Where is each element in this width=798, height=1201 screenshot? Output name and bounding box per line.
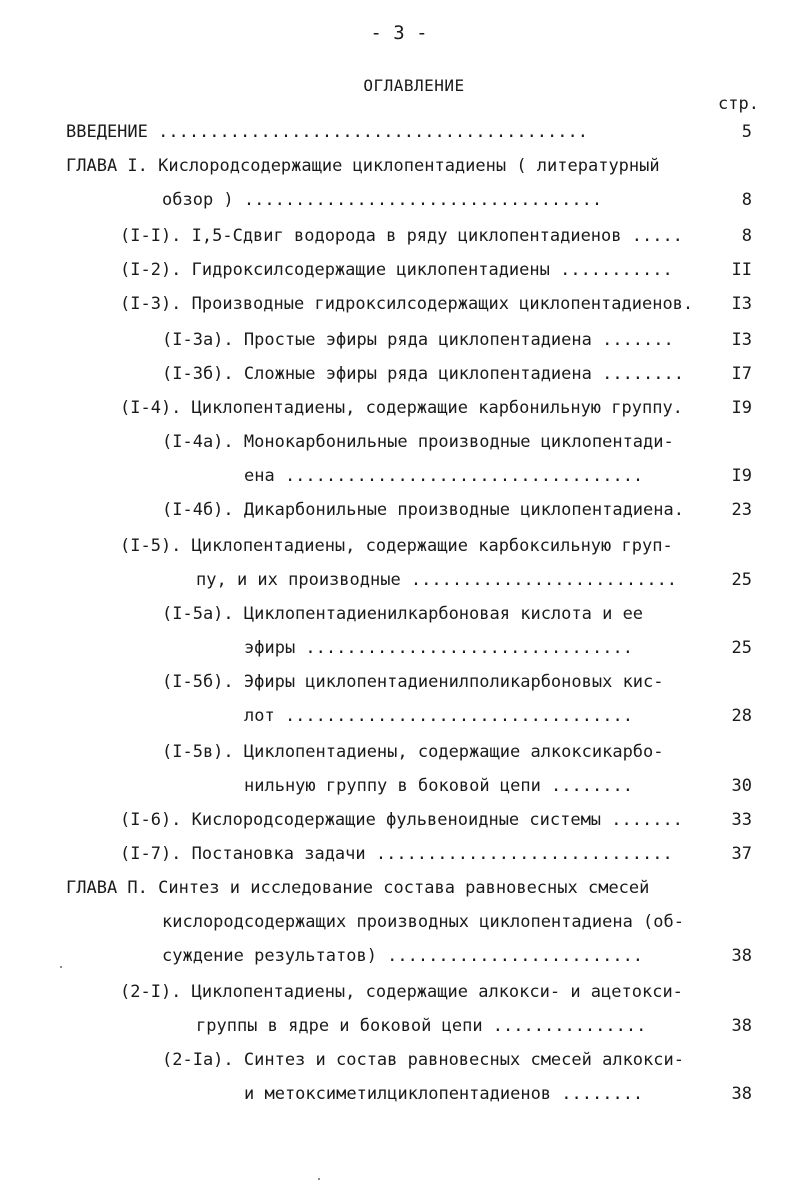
toc-entry	[162, 908, 700, 936]
toc-entry-text: и метоксиметилциклопентадиенов ........	[244, 1084, 644, 1104]
toc-entry-text: пу, и их производные ..........................	[196, 570, 678, 590]
toc-entry-page: 8	[741, 190, 752, 210]
toc-entry-page: 30	[731, 776, 752, 796]
page-number: - 3 -	[370, 22, 428, 44]
toc-entry-page	[702, 978, 752, 1006]
toc-entry	[120, 290, 700, 318]
toc-entry-page	[702, 600, 752, 628]
toc-entry	[244, 772, 700, 800]
toc-entry	[162, 1046, 700, 1074]
toc-entry-text: ГЛАВА П. Синтез и исследование состава равновесных смесей	[66, 878, 650, 898]
toc-entry-page: 33	[731, 810, 752, 830]
toc-entry	[196, 566, 700, 594]
toc-entry-text: (I-4а). Монокарбонильные производные циклопентади-	[162, 432, 674, 452]
toc-entry-text: (I-6). Кислородсодержащие фульвеноидные системы .......	[120, 810, 683, 830]
toc-entry	[66, 118, 700, 146]
toc-entry-text: (2-I). Циклопентадиены, содержащие алкокси- и ацетокси-	[120, 982, 683, 1002]
scan-speck	[318, 1178, 320, 1180]
toc-entry	[244, 634, 700, 662]
toc-entry	[120, 256, 700, 284]
toc-entry-text: обзор ) ...................................	[162, 190, 603, 210]
toc-entry-page: 5	[741, 122, 752, 142]
toc-entry-text: (I-3б). Сложные эфиры ряда циклопентадиена ........	[162, 364, 684, 384]
toc-entry	[162, 600, 700, 628]
toc-entry	[120, 806, 700, 834]
toc-entry-page: 23	[731, 500, 752, 520]
toc-entry-page: I7	[731, 364, 752, 384]
toc-entry-page: I3	[731, 294, 752, 314]
toc-entry-text: суждение результатов) .........................	[162, 946, 644, 966]
toc-entry	[66, 152, 700, 180]
toc-entry	[162, 738, 700, 766]
page-column-label: стр.	[718, 94, 759, 114]
toc-entry-text: ВВЕДЕНИЕ ..........................................	[66, 122, 588, 142]
toc-entry	[162, 326, 700, 354]
toc-entry-page: 25	[731, 570, 752, 590]
toc-entry-text: ена ...................................	[244, 466, 644, 486]
toc-entry-text: эфиры ................................	[244, 638, 633, 658]
toc-entry-text: (I-5а). Циклопентадиенилкарбоновая кислота и ее	[162, 604, 644, 624]
toc-entry	[162, 360, 700, 388]
toc-entry-text: (I-4). Циклопентадиены, содержащие карбонильную группу.	[120, 398, 683, 418]
toc-entry-text: кислородсодержащих производных циклопентадиена (об-	[162, 912, 684, 932]
toc-entry	[120, 532, 700, 560]
toc-entry	[162, 496, 700, 524]
toc-entry-page: 37	[731, 844, 752, 864]
toc-entry-page	[702, 874, 752, 902]
toc-entry-text: (I-5б). Эфиры циклопентадиенилполикарбоновых кис-	[162, 672, 664, 692]
toc-entry-page: 38	[731, 946, 752, 966]
toc-entry-page	[702, 152, 752, 180]
toc-entry-text: (I-5). Циклопентадиены, содержащие карбоксильную груп-	[120, 536, 673, 556]
toc-entry	[120, 222, 700, 250]
toc-entry-text: (2-Iа). Синтез и состав равновесных смесей алкокси-	[162, 1050, 684, 1070]
toc-entry	[120, 840, 700, 868]
toc-entry-text: (I-I). I,5-Сдвиг водорода в ряду циклопентадиенов .....	[120, 226, 683, 246]
toc-entry	[244, 702, 700, 730]
toc-entry-page: 8	[741, 226, 752, 246]
toc-entry-page: II	[731, 260, 752, 280]
toc-entry-page	[702, 668, 752, 696]
toc-entry-page	[702, 1046, 752, 1074]
toc-entry-page: I9	[731, 398, 752, 418]
toc-entry-text: (I-4б). Дикарбонильные производные циклопентадиена.	[162, 500, 684, 520]
toc-entry-text: (I-5в). Циклопентадиены, содержащие алкоксикарбо-	[162, 742, 664, 762]
toc-entry	[162, 428, 700, 456]
toc-entry-page	[702, 532, 752, 560]
toc-entry	[120, 394, 700, 422]
toc-entry-text: (I-3). Производные гидроксилсодержащих циклопентадиенов.	[120, 294, 694, 314]
toc-entry-text: лот ..................................	[244, 706, 633, 726]
toc-entry-text: (I-3а). Простые эфиры ряда циклопентадиена .......	[162, 330, 674, 350]
toc-entry-text: нильную группу в боковой цепи ........	[244, 776, 633, 796]
toc-entry-page: 25	[731, 638, 752, 658]
toc-entry-page	[702, 428, 752, 456]
toc-entry	[196, 1012, 700, 1040]
toc-entry-text: (I-2). Гидроксилсодержащие циклопентадиены ...........	[120, 260, 673, 280]
toc-entry	[244, 1080, 700, 1108]
toc-entry	[244, 462, 700, 490]
toc-entry	[162, 668, 700, 696]
toc-entry-page: 28	[731, 706, 752, 726]
toc-entry-page	[702, 738, 752, 766]
scan-speck	[60, 966, 62, 968]
toc-entry	[120, 978, 700, 1006]
toc-title: ОГЛАВЛЕНИЕ	[363, 76, 465, 95]
toc-entry-page	[702, 908, 752, 936]
toc-entry-page: I9	[731, 466, 752, 486]
toc-entry	[162, 942, 700, 970]
toc-entry-text: ГЛАВА I. Кислородсодержащие циклопентадиены ( литературный	[66, 156, 660, 176]
toc-entry-page: 38	[731, 1084, 752, 1104]
toc-entry	[66, 874, 700, 902]
toc-entry	[162, 186, 700, 214]
toc-entry-page: 38	[731, 1016, 752, 1036]
toc-entry-text: группы в ядре и боковой цепи ...............	[196, 1016, 647, 1036]
toc-entry-page: I3	[731, 330, 752, 350]
toc-entry-text: (I-7). Постановка задачи .............................	[120, 844, 673, 864]
